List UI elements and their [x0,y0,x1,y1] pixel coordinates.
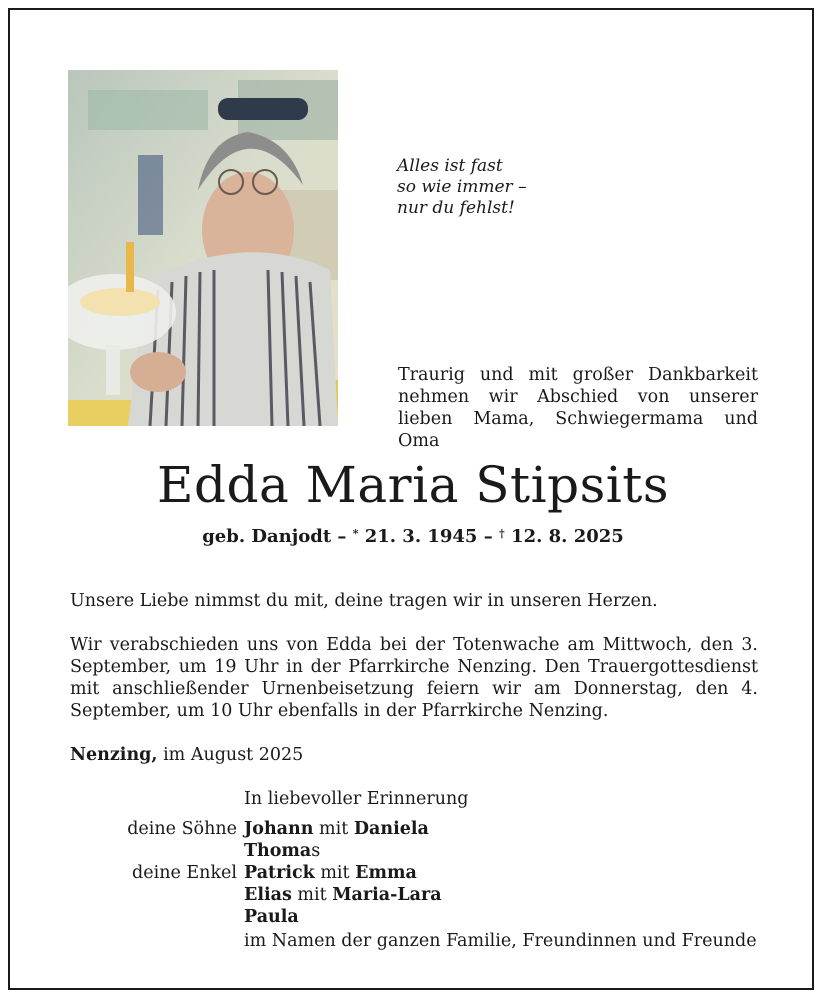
memory-line: In liebevoller Erinnerung [244,789,469,809]
place-date: Nenzing, im August 2025 [70,745,304,765]
place: Nenzing, [70,745,158,765]
life-dates: geb. Danjodt – * 21. 3. 1945 – † 12. 8. 2025 [202,526,624,547]
birth-date: 21. 3. 1945 [358,526,478,547]
death-symbol: † [499,527,505,540]
birth-name: geb. Danjodt [202,526,332,547]
love-paragraph: Unsere Liebe nimmst du mit, deine tragen wir in unseren Herzen. [70,591,658,611]
sons-label: deine Söhne [127,819,237,839]
deceased-name: Edda Maria Stipsits [156,456,670,514]
memorial-quote [397,156,527,219]
intro-text: Traurig und mit großer Dankbarkeit nehmen wir Abschied von unserer lieben Mama, Schwiegermama und Oma [398,365,758,451]
grandchildren-line-3: Paula [244,907,299,927]
grandchildren-label: deine Enkel [132,863,237,883]
portrait-photo [68,70,338,426]
grandchildren-line-2: Elias mit Maria-Lara [244,885,442,905]
service-paragraph: Wir verabschieden uns von Edda bei der Totenwache am Mittwoch, den 3. September, um 19 Uhr in der Pfarrkirche Nenzing. Den Trauergottesdienst mit anschließender Urnenbeisetzung feiern wir am Donnerstag, den 4. September, um 10 Uhr ebenfalls in der Pfarrkirche Nenzing. [70,635,758,721]
grandchildren-line-1: Patrick mit Emma [244,863,417,883]
quote-line: so wie immer – [397,177,527,197]
quote-line: Alles ist fast [397,156,503,176]
death-date: 12. 8. 2025 [504,526,624,547]
sons-line-2: Thomas [244,841,321,861]
quote-line: nur du fehlst! [397,198,515,218]
sons-line-1: Johann mit Daniela [244,819,429,839]
birth-symbol: * [352,527,359,540]
closing-line: im Namen der ganzen Familie, Freundinnen und Freunde [244,931,757,951]
